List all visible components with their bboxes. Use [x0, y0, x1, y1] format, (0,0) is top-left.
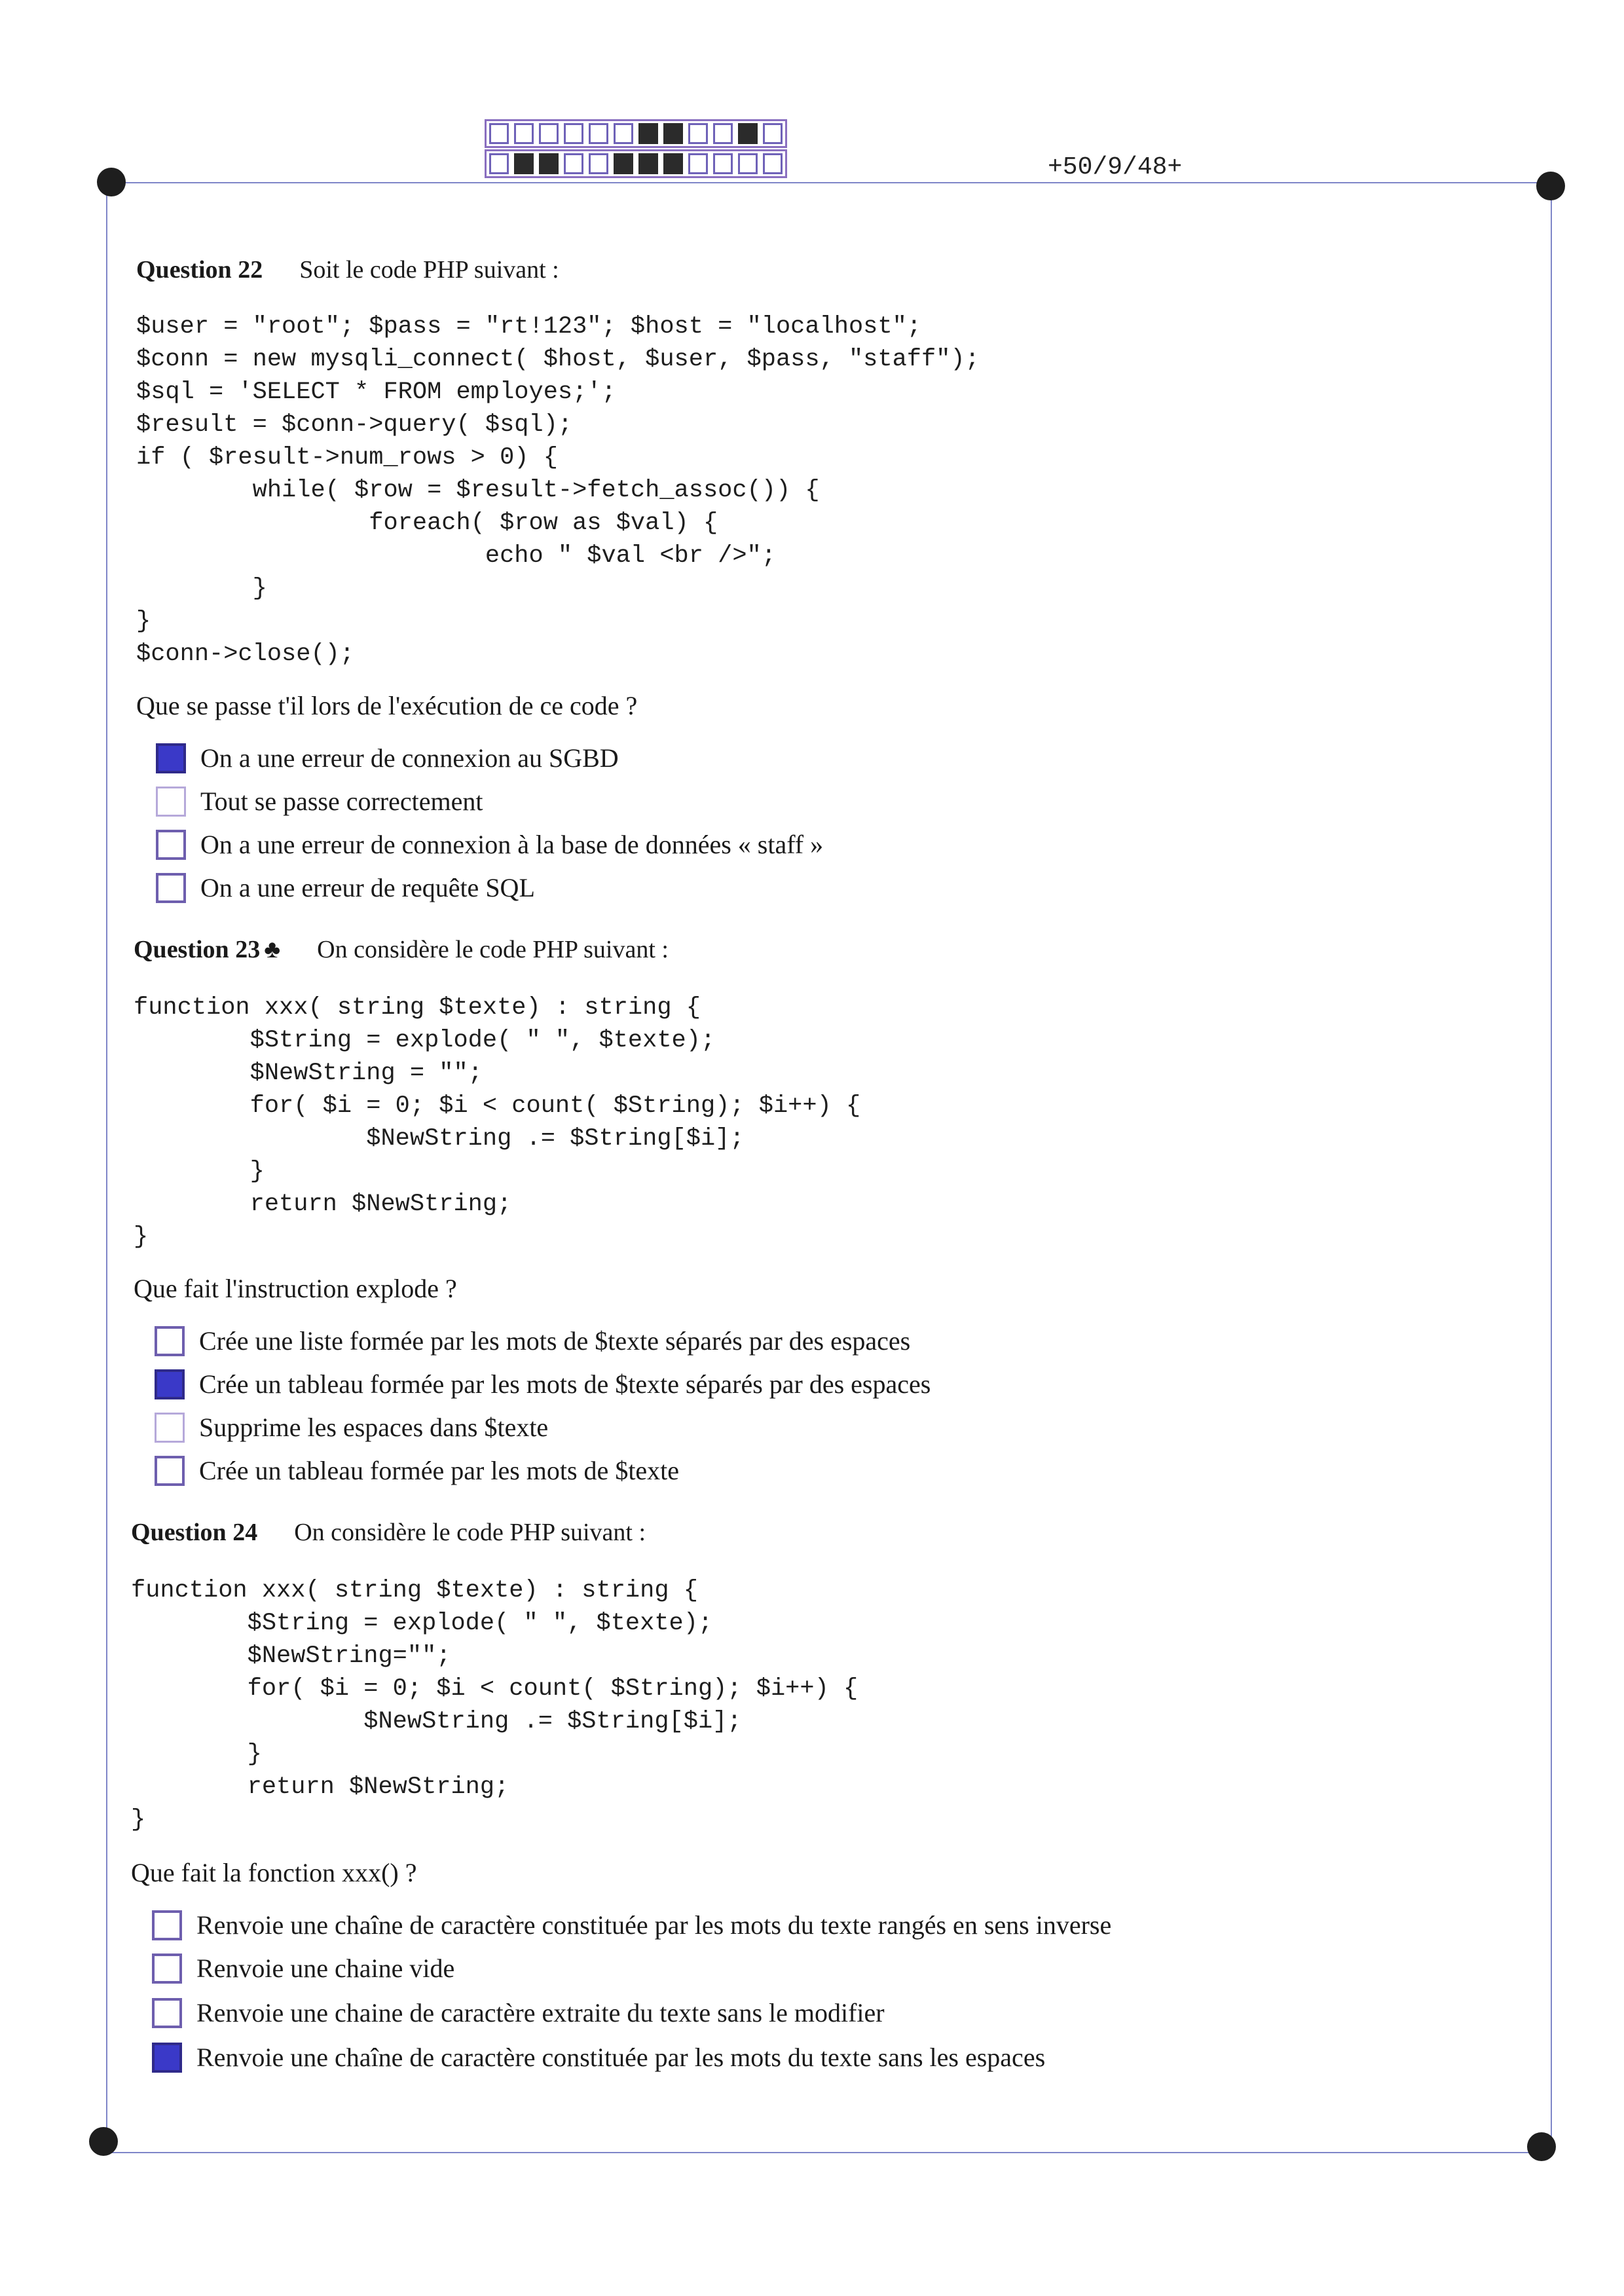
- barcode-cell: [763, 153, 783, 174]
- question-24-title: [131, 1518, 646, 1547]
- choice-label: Renvoie une chaine de caractère extraite du texte sans le modifier: [196, 1998, 885, 2028]
- question-intro: Soit le code PHP suivant :: [299, 256, 559, 284]
- barcode-cell: [663, 123, 683, 144]
- barcode-cell: [539, 123, 559, 144]
- q23-choice-2[interactable]: [155, 1369, 931, 1399]
- question-24-prompt: Que fait la fonction xxx() ?: [131, 1858, 417, 1887]
- q22-choice-2[interactable]: [156, 786, 483, 817]
- choice-label: Supprime les espaces dans $texte: [199, 1413, 549, 1442]
- choice-label: On a une erreur de connexion au SGBD: [200, 743, 619, 773]
- barcode-cell: [564, 123, 583, 144]
- question-23-title: [134, 935, 669, 964]
- club-icon: ♣: [264, 936, 281, 963]
- q23-choice-4[interactable]: [155, 1455, 679, 1486]
- page-id: +50/9/48+: [1048, 153, 1183, 181]
- question-22-code: $user = "root"; $pass = "rt!123"; $host = "localhost"; $conn = new mysqli_connect( $host, $user, $pass, "staff"); $sql = 'SELECT * FROM employes;'; $result = $conn->query( $sql); if ( $result->num_rows > 0) { while( $row = $result->fetch_assoc()) { foreach( $row as $val) { echo " $val <br />"; } } $conn->close();: [136, 313, 980, 668]
- q23-choice-3[interactable]: [155, 1412, 548, 1443]
- barcode-cell: [489, 123, 509, 144]
- question-24-code: function xxx( string $texte) : string { $String = explode( " ", $texte); $NewString=""; for( $i = 0; $i < count( $String); $i++) { $NewString .= $String[$i]; } return $NewString; }: [131, 1577, 858, 1834]
- barcode-cell: [713, 153, 733, 174]
- question-number: Question 23 ♣: [134, 936, 281, 963]
- q22-choice-3[interactable]: [156, 829, 823, 860]
- checkbox[interactable]: [156, 787, 186, 817]
- barcode-cell: [589, 123, 608, 144]
- question-number: Question 22: [136, 256, 263, 284]
- checkbox[interactable]: [155, 1369, 185, 1399]
- checkbox[interactable]: [155, 1413, 185, 1443]
- choice-label: Renvoie une chaine vide: [196, 1953, 455, 1983]
- checkbox[interactable]: [155, 1456, 185, 1486]
- barcode-cell: [688, 153, 708, 174]
- registration-mark-bottom-right: [1527, 2132, 1556, 2161]
- barcode-cell: [663, 153, 683, 174]
- barcode-row-2: [485, 149, 787, 178]
- choice-label: Tout se passe correctement: [200, 787, 483, 816]
- checkbox[interactable]: [152, 2043, 182, 2073]
- choice-label: Renvoie une chaîne de caractère constituée par les mots du texte sans les espaces: [196, 2043, 1046, 2072]
- checkbox[interactable]: [152, 1953, 182, 1984]
- choice-label: Crée un tableau formée par les mots de $texte séparés par des espaces: [199, 1369, 931, 1399]
- q24-choice-1[interactable]: [152, 1910, 1111, 1940]
- q22-choice-1[interactable]: [156, 743, 619, 773]
- barcode-cell: [713, 123, 733, 144]
- q24-choice-3[interactable]: [152, 1997, 885, 2028]
- question-number: Question 24: [131, 1519, 258, 1546]
- question-22-title: [136, 255, 559, 284]
- registration-mark-bottom-left: [89, 2127, 118, 2156]
- barcode-cell: [738, 153, 758, 174]
- q23-choice-1[interactable]: [155, 1325, 910, 1356]
- q22-choice-4[interactable]: [156, 872, 535, 903]
- barcode-cell: [738, 123, 758, 144]
- question-22-prompt: Que se passe t'il lors de l'exécution de ce code ?: [136, 691, 638, 720]
- question-23-prompt: Que fait l'instruction explode ?: [134, 1274, 457, 1303]
- barcode-cell: [539, 153, 559, 174]
- barcode-cell: [589, 153, 608, 174]
- choice-label: Crée un tableau formée par les mots de $texte: [199, 1456, 680, 1485]
- barcode-cell: [638, 123, 658, 144]
- question-intro: On considère le code PHP suivant :: [317, 936, 669, 963]
- barcode-cell: [514, 123, 534, 144]
- checkbox[interactable]: [152, 1998, 182, 2028]
- checkbox[interactable]: [156, 830, 186, 860]
- q24-choice-4[interactable]: [152, 2042, 1045, 2073]
- choice-label: On a une erreur de requête SQL: [200, 873, 535, 902]
- barcode-cell: [614, 123, 633, 144]
- checkbox[interactable]: [156, 743, 186, 773]
- barcode-cell: [614, 153, 633, 174]
- barcode-cell: [638, 153, 658, 174]
- registration-mark-top-left: [97, 168, 126, 196]
- q24-choice-2[interactable]: [152, 1953, 454, 1984]
- registration-mark-top-right: [1536, 172, 1565, 200]
- barcode-cell: [489, 153, 509, 174]
- barcode-cell: [688, 123, 708, 144]
- checkbox[interactable]: [156, 873, 186, 903]
- question-intro: On considère le code PHP suivant :: [294, 1519, 646, 1546]
- checkbox[interactable]: [155, 1326, 185, 1356]
- barcode-cell: [564, 153, 583, 174]
- choice-label: Crée une liste formée par les mots de $texte séparés par des espaces: [199, 1326, 911, 1356]
- choice-label: On a une erreur de connexion à la base de données « staff »: [200, 830, 824, 859]
- choice-label: Renvoie une chaîne de caractère constituée par les mots du texte rangés en sens inverse: [196, 1910, 1112, 1940]
- checkbox[interactable]: [152, 1910, 182, 1940]
- barcode-cell: [514, 153, 534, 174]
- barcode-cell: [763, 123, 783, 144]
- question-23-code: function xxx( string $texte) : string { $String = explode( " ", $texte); $NewString = ""; for( $i = 0; $i < count( $String); $i++) { $NewString .= $String[$i]; } return $NewString; }: [134, 994, 861, 1251]
- barcode-row-1: [485, 119, 787, 148]
